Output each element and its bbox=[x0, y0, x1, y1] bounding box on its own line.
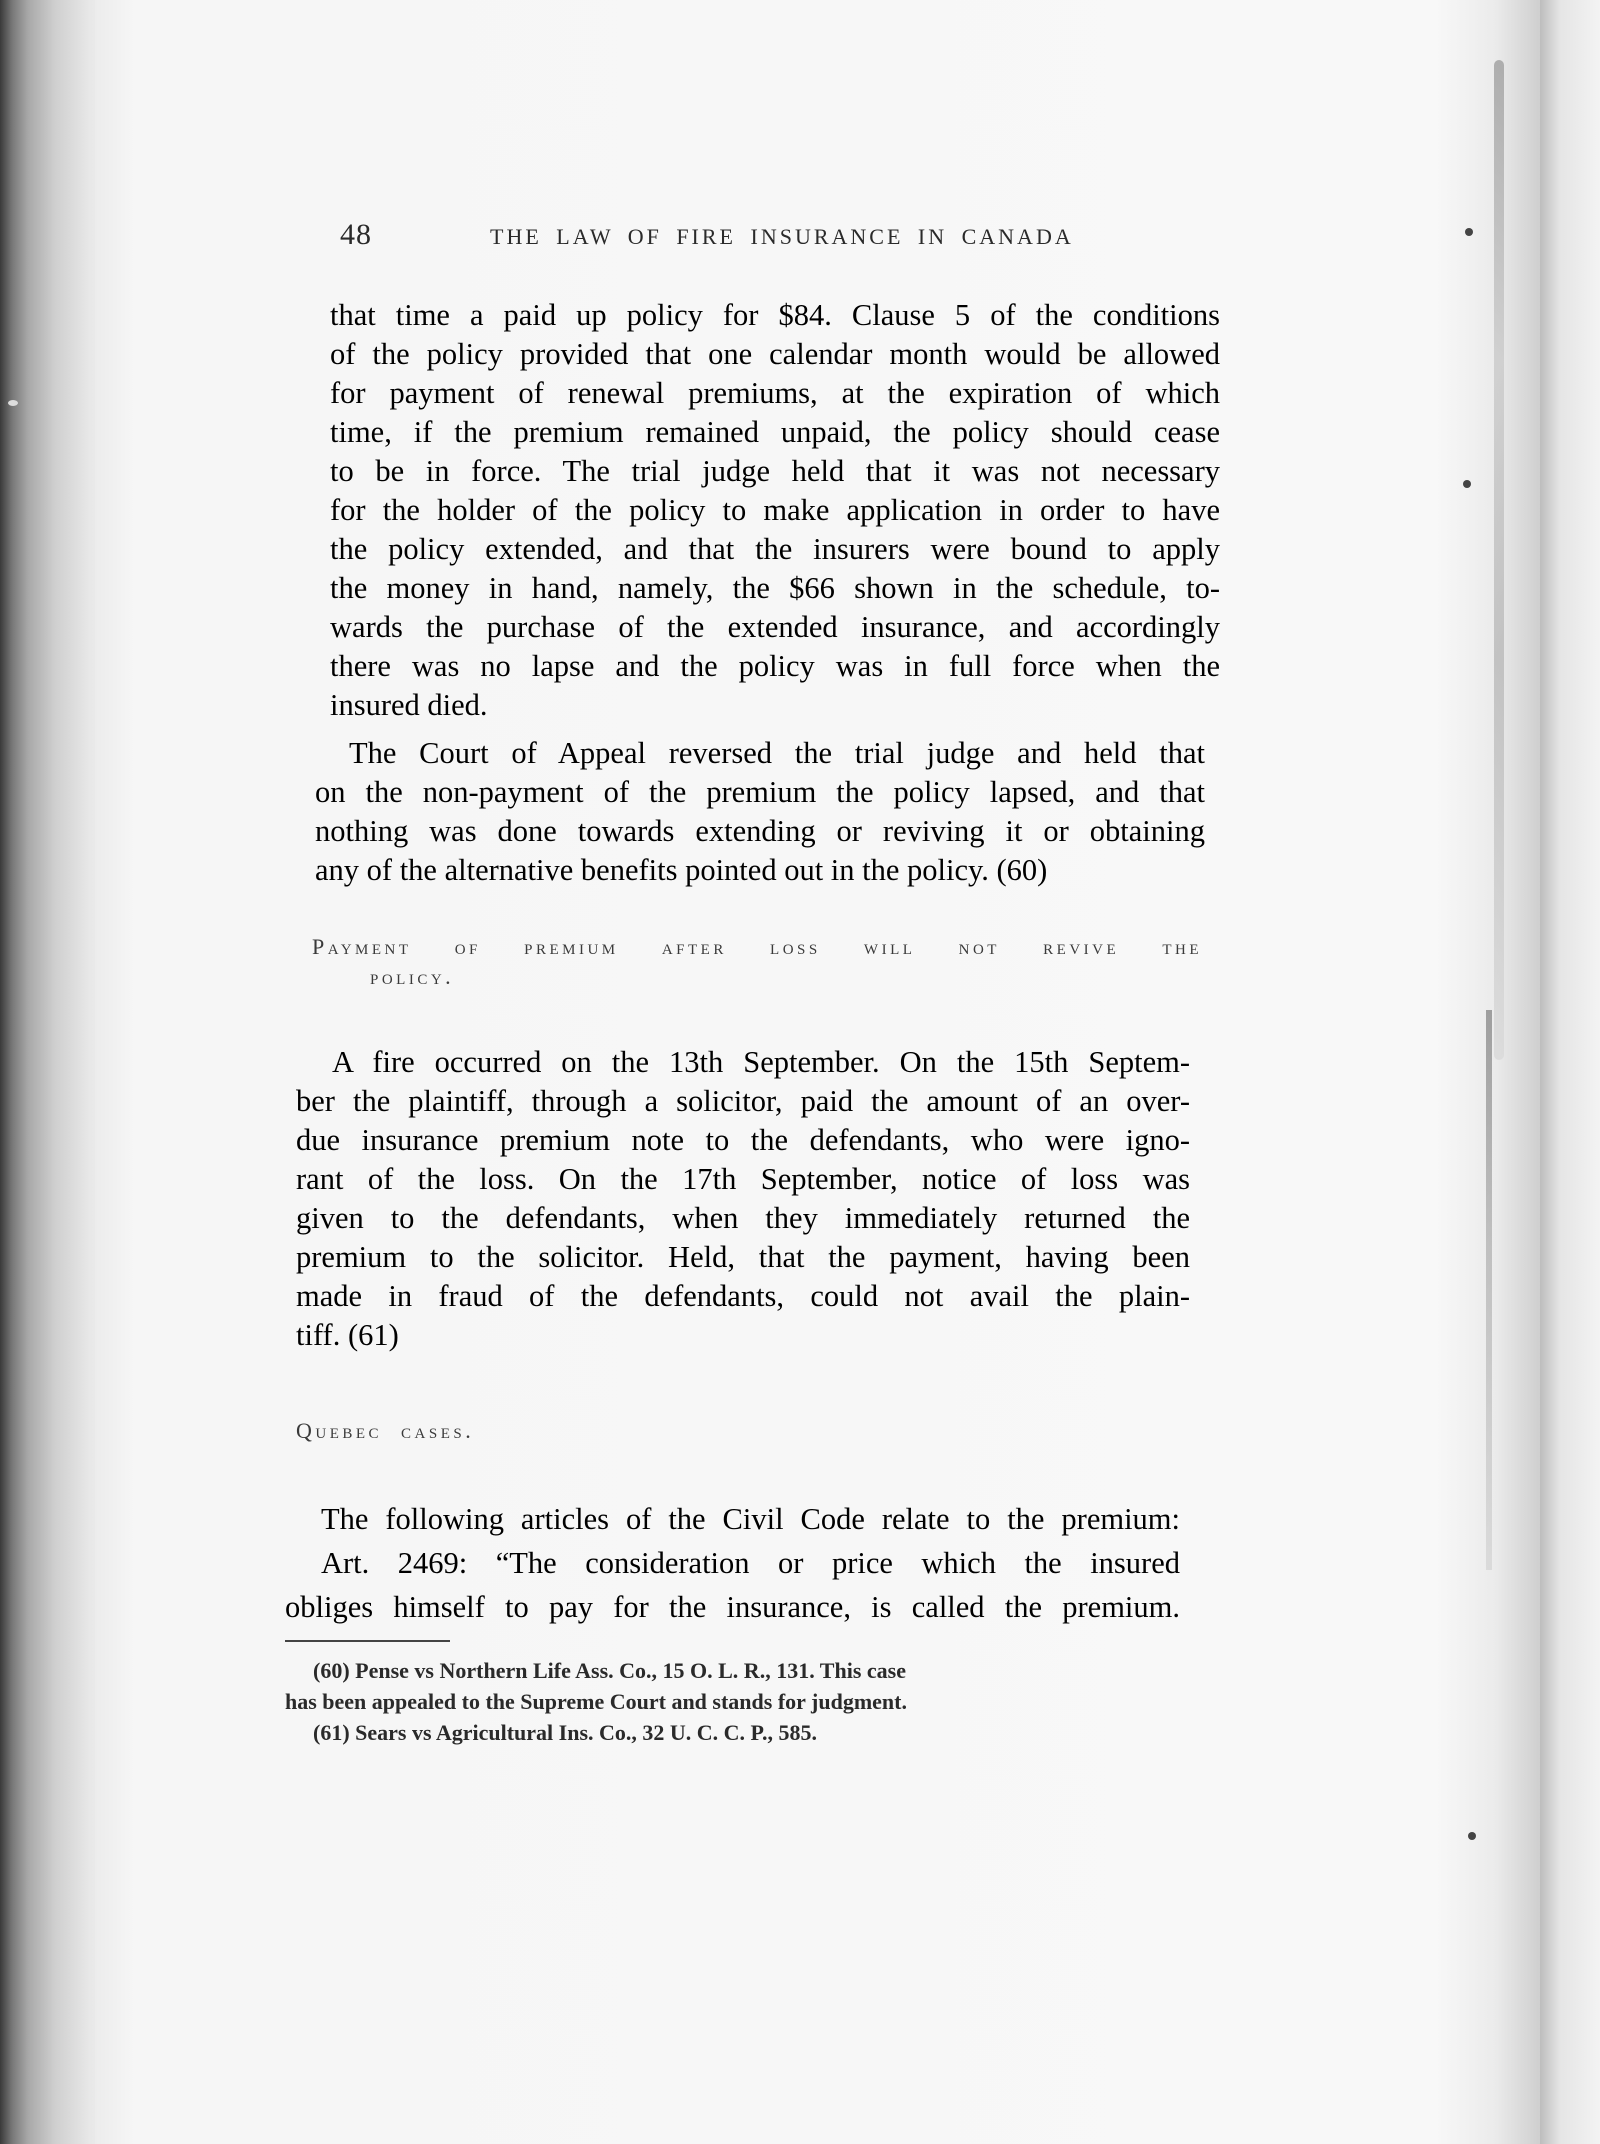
section-heading-quebec: Quebec cases. bbox=[296, 1418, 475, 1443]
text-line: due insurance premium note to the defendants, who were igno- bbox=[296, 1123, 1190, 1157]
next-page-edge bbox=[1540, 0, 1600, 2144]
text-line: of the policy provided that one calendar month would be allowed bbox=[330, 337, 1220, 371]
text-line: nothing was done towards extending or reviving it or obtaining bbox=[315, 814, 1205, 848]
text-line: obliges himself to pay for the insurance, is called the premium. bbox=[285, 1590, 1180, 1624]
paragraph-court-of-appeal bbox=[315, 734, 1205, 890]
text-line: time, if the premium remained unpaid, the policy should cease bbox=[330, 415, 1220, 449]
text-line: the money in hand, namely, the $66 shown in the schedule, to- bbox=[330, 571, 1220, 605]
scan-speck bbox=[1465, 228, 1473, 236]
page-number: 48 bbox=[340, 218, 372, 251]
text-line: premium to the solicitor. Held, that the payment, having been bbox=[296, 1240, 1190, 1274]
paragraph-fire-occurrence bbox=[296, 1043, 1190, 1355]
text-line: ber the plaintiff, through a solicitor, paid the amount of an over- bbox=[296, 1084, 1190, 1118]
text-line: tiff. (61) bbox=[296, 1318, 399, 1352]
text-line: for payment of renewal premiums, at the expiration of which bbox=[330, 376, 1220, 410]
text-line: on the non-payment of the premium the policy lapsed, and that bbox=[315, 775, 1205, 809]
text-line: the policy extended, and that the insurers were bound to apply bbox=[330, 532, 1220, 566]
paragraph-policy-conditions bbox=[330, 296, 1220, 725]
scan-speck bbox=[8, 400, 18, 406]
running-head: THE LAW OF FIRE INSURANCE IN CANADA bbox=[490, 224, 1074, 249]
text-line: The Court of Appeal reversed the trial judge and held that bbox=[349, 736, 1205, 770]
footnote-60-continued: has been appealed to the Supreme Court and stands for judgment. bbox=[285, 1689, 907, 1714]
text-line: given to the defendants, when they immediately returned the bbox=[296, 1201, 1190, 1235]
text-line: any of the alternative benefits pointed out in the policy. (60) bbox=[315, 853, 1048, 887]
heading-line: policy. bbox=[370, 964, 455, 989]
text-line: wards the purchase of the extended insurance, and accordingly bbox=[330, 610, 1220, 644]
text-line: insured died. bbox=[330, 688, 488, 722]
paragraph-civil-code bbox=[285, 1497, 1180, 1629]
text-line: The following articles of the Civil Code relate to the premium: bbox=[321, 1502, 1180, 1536]
footnote-61: (61) Sears vs Agricultural Ins. Co., 32 U. C. C. P., 585. bbox=[313, 1720, 817, 1745]
text-line: Art. 2469: “The consideration or price which the insured bbox=[321, 1546, 1180, 1580]
section-heading-payment bbox=[312, 934, 1202, 990]
scan-speck bbox=[1463, 480, 1471, 488]
text-line: rant of the loss. On the 17th September, notice of loss was bbox=[296, 1162, 1190, 1196]
heading-line: Payment of premium after loss will not revive the bbox=[312, 934, 1202, 959]
scan-speck bbox=[1468, 1832, 1476, 1840]
text-line: that time a paid up policy for $84. Clause 5 of the conditions bbox=[330, 298, 1220, 332]
scan-artifact bbox=[1486, 1010, 1492, 1570]
footnotes bbox=[285, 1655, 1175, 1748]
scan-artifact bbox=[1494, 60, 1504, 1060]
page-header bbox=[340, 218, 1200, 258]
text-line: for the holder of the policy to make application in order to have bbox=[330, 493, 1220, 527]
text-line: made in fraud of the defendants, could not avail the plain- bbox=[296, 1279, 1190, 1313]
text-line: A fire occurred on the 13th September. On the 15th Septem- bbox=[332, 1045, 1190, 1079]
footnote-60: (60) Pense vs Northern Life Ass. Co., 15 O. L. R., 131. This case bbox=[313, 1658, 906, 1683]
text-line: there was no lapse and the policy was in full force when the bbox=[330, 649, 1220, 683]
footnote-rule bbox=[285, 1640, 450, 1642]
text-line: to be in force. The trial judge held that it was not necessary bbox=[330, 454, 1220, 488]
